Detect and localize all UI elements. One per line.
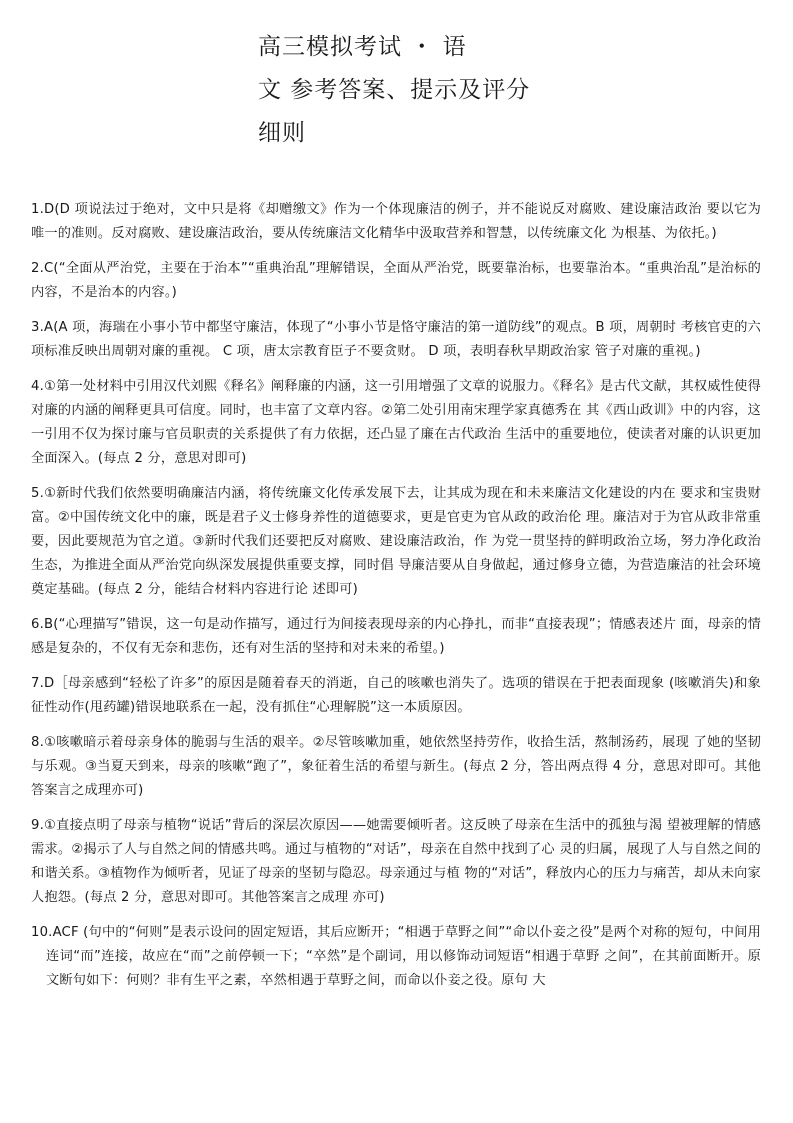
answer-item-8: 8.①咳嗽暗示着母亲身体的脆弱与生活的艰辛。②尽管咳嗽加重，她依然坚持劳作，收拾生活，熬制汤药，展现 了她的坚韧与乐观。③当夏天到来，母亲的咳嗽“跑了”，象征着生活的希望与新生。(每点 2 分，答出两点得 4 分，意思对即可。其他答案言之成理亦可) bbox=[31, 735, 761, 798]
title-line: 高三模拟考试 ・ 语 bbox=[258, 34, 467, 60]
answer-item-4: 4.①第一处材料中引用汉代刘熙《释名》阐释廉的内涵，这一引用增强了文章的说服力。《释名》是古代文献，其权威性使得对廉的内涵的阐释更具可信度。同时，也丰富了文章内容。②第二处引用南宋理学家真德秀在 其《西山政训》中的内容，这一引用不仅为探讨廉与官员职责的关系提供了有力依据，还凸显了廉在古代政治 生活中的重要地位，使读者对廉的认识更加全面深入。(每点 2 分，意思对即可) bbox=[31, 379, 761, 466]
document-title bbox=[258, 26, 598, 155]
title-line: 细则 bbox=[258, 120, 306, 146]
title-line: 文 参考答案、提示及评分 bbox=[258, 77, 531, 103]
answer-list bbox=[31, 198, 761, 993]
answer-item-7: 7.D［母亲感到“轻松了许多”的原因是随着春天的消逝，自己的咳嗽也消失了。选项的错误在于把表面现象 (咳嗽消失)和象征性动作(甩药罐)错误地联系在一起，没有抓住“心理解脱”这一本质原因。 bbox=[31, 676, 761, 715]
answer-item-2: 2.C(“全面从严治党，主要在于治本”“重典治乱”理解错误，全面从严治党，既要靠治标，也要靠治本。“重典治乱”是治标的内容，不是治本的内容。) bbox=[31, 261, 761, 300]
answer-item-9: 9.①直接点明了母亲与植物“说话”背后的深层次原因——她需要倾听者。这反映了母亲在生活中的孤独与渴 望被理解的情感需求。②揭示了人与自然之间的情感共鸣。通过与植物的“对话”，母亲在自然中找到了心 灵的归属，展现了人与自然之间的和谐关系。③植物作为倾听者，见证了母亲的坚韧与隐忍。母亲通过与植 物的“对话”，释放内心的压力与痛苦，却从未向家人抱怨。(每点 2 分，意思对即可。其他答案言之成理 亦可) bbox=[31, 818, 761, 905]
answer-item-6: 6.B(“心理描写”错误，这一句是动作描写，通过行为间接表现母亲的内心挣扎，而非“直接表现”；情感表述片 面，母亲的情感是复杂的，不仅有无奈和悲伤，还有对生活的坚持和对未来的希望。) bbox=[31, 617, 761, 656]
answer-item-3: 3.A(A 项，海瑞在小事小节中都坚守廉洁，体现了“小事小节是恪守廉洁的第一道防线”的观点。B 项，周朝时 考核官吏的六项标准反映出周朝对廉的重视。 C 项，唐太宗教育臣子不要贪财。 D 项，表明春秋早期政治家 管子对廉的重视。) bbox=[31, 320, 761, 359]
answer-item-5: 5.①新时代我们依然要明确廉洁内涵，将传统廉文化传承发展下去，让其成为现在和未来廉洁文化建设的内在 要求和宝贵财富。②中国传统文化中的廉，既是君子义士修身养性的道德要求，更是官吏为官从政的政治伦 理。廉洁对于为官从政非常重要，因此要规范为官之道。③新时代我们还要把反对腐败、建设廉洁政治，作 为党一贯坚持的鲜明政治立场，努力净化政治生态，为推进全面从严治党向纵深发展提供重要支撑，同时倡 导廉洁要从自身做起，通过修身立德，为营造廉洁的社会环境奠定基础。(每点 2 分，能结合材料内容进行论 述即可) bbox=[31, 486, 761, 597]
answer-item-1: 1.D(D 项说法过于绝对，文中只是将《却赠缴文》作为一个体现廉洁的例子，并不能说反对腐败、建设廉洁政治 要以它为唯一的准则。反对腐败、建设廉洁政治，要从传统廉洁文化精华中汲取营养和智慧，以传统廉文化 为根基、为依托。) bbox=[31, 202, 761, 241]
answer-item-10: 10.ACF (句中的“何则”是表示设问的固定短语，其后应断开；“相遇于草野之间”“命以仆妾之役”是两个对称的短句，中间用连词“而”连接，故应在“而”之前停顿一下；“卒然”是个副词，用以修饰动词短语“相遇于草野 之间”，在其前面断开。原文断句如下：何则？非有生平之素，卒然相遇于草野之间，而命以仆妾之役。原句 大 bbox=[31, 925, 761, 988]
